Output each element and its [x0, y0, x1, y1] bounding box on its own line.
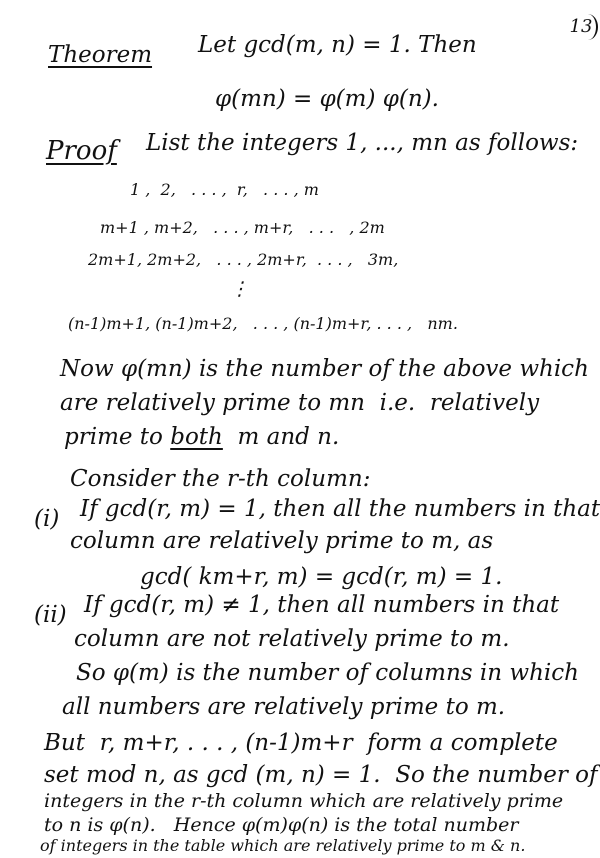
proof-label: Proof	[46, 136, 117, 166]
item-line: column are relatively prime to m, as	[70, 528, 494, 554]
table-row: 2m+1, 2m+2, . . . , 2m+r, . . . , 3m,	[88, 250, 399, 269]
item-line: If gcd(r, m) = 1, then all the numbers in that	[80, 496, 600, 522]
conclusion-line: of integers in the table which are relatively prime to m & n.	[40, 836, 526, 855]
item-line: So φ(m) is the number of columns in which	[76, 660, 579, 686]
table-row-ellipsis: ⋮	[230, 278, 249, 300]
theorem-statement: Let gcd(m, n) = 1. Then	[198, 32, 477, 58]
theorem-label: Theorem	[48, 42, 153, 68]
proof-intro: List the integers 1, ..., mn as follows:	[146, 130, 579, 156]
table-row: 1 , 2, . . . , r, . . . , m	[130, 180, 319, 199]
conclusion-line: But r, m+r, . . . , (n-1)m+r form a complete	[44, 730, 558, 756]
conclusion-line: integers in the r-th column which are relatively prime	[44, 790, 564, 812]
paragraph-line: are relatively prime to mn i.e. relatively	[60, 390, 540, 416]
paragraph-text: m and n.	[222, 424, 340, 450]
item-line: If gcd(r, m) ≠ 1, then all numbers in that	[84, 592, 560, 618]
table-row: m+1 , m+2, . . . , m+r, . . . , 2m	[100, 218, 385, 237]
item-line: gcd( km+r, m) = gcd(r, m) = 1.	[140, 564, 503, 590]
table-row: (n-1)m+1, (n-1)m+2, . . . , (n-1)m+r, . . . , nm.	[68, 314, 458, 333]
emphasis-both: both	[170, 424, 223, 450]
page-number: 13	[566, 12, 596, 42]
consider-line: Consider the r-th column:	[70, 466, 371, 492]
item-line: column are not relatively prime to m.	[74, 626, 510, 652]
item-label: (i)	[34, 506, 60, 532]
item-line: all numbers are relatively prime to m.	[62, 694, 506, 720]
paragraph-line: Now φ(mn) is the number of the above which	[60, 356, 589, 382]
theorem-formula: φ(mn) = φ(m) φ(n).	[215, 86, 439, 112]
paragraph-line	[64, 426, 339, 449]
item-label: (ii)	[34, 602, 67, 628]
paragraph-text: prime to	[64, 424, 171, 450]
conclusion-line: to n is φ(n). Hence φ(m)φ(n) is the total number	[44, 814, 519, 836]
conclusion-line: set mod n, as gcd (m, n) = 1. So the number of	[44, 762, 598, 788]
